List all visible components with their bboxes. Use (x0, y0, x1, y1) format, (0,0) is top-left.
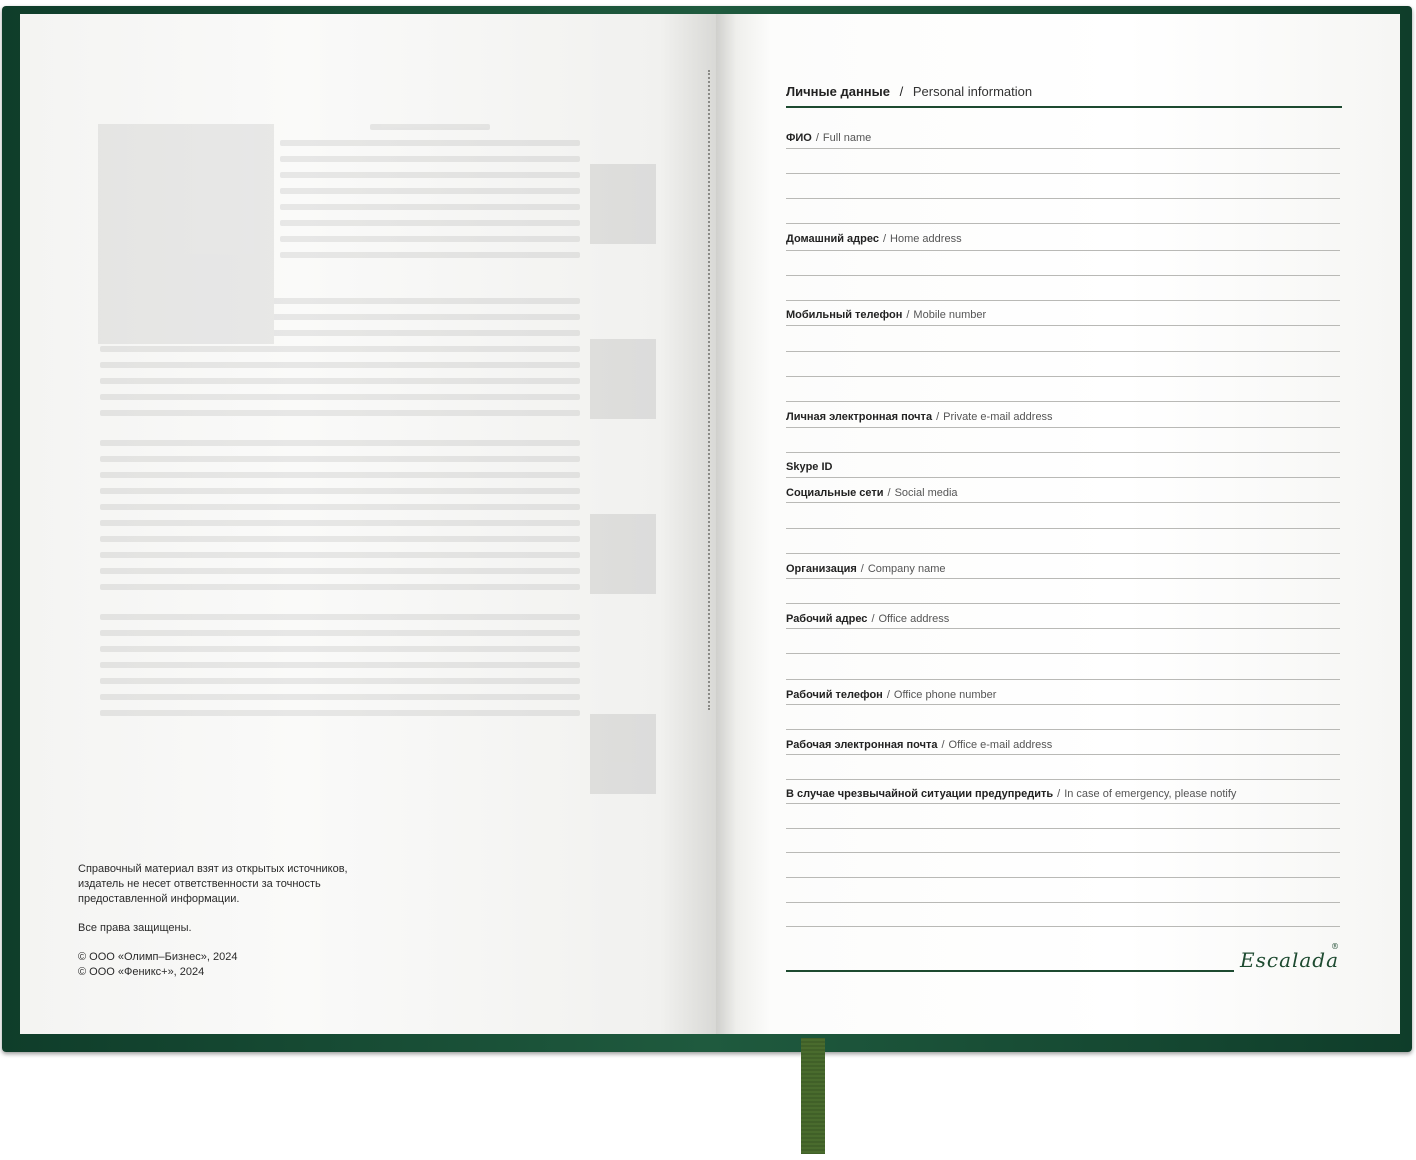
mobile-number-label-en: Mobile number (913, 309, 987, 321)
label-separator: / (1057, 788, 1061, 800)
emergency-contact-label (786, 788, 1236, 800)
emergency-contact-label-ru: В случае чрезвычайной ситуации предупредить (786, 788, 1054, 800)
office-email-label-en: Office e-mail address (948, 739, 1053, 751)
label-separator: / (941, 739, 945, 751)
header-title-en: Personal information (912, 84, 1033, 99)
writing-line[interactable] (786, 628, 1340, 629)
skype-id-label-ru: Skype ID (786, 461, 833, 473)
writing-line[interactable] (786, 553, 1340, 554)
disclaimer-line: предоставленной информации. (78, 893, 240, 905)
bookmark-ribbon (801, 1038, 825, 1154)
writing-line[interactable] (786, 173, 1340, 174)
office-address-label-ru: Рабочий адрес (786, 613, 868, 625)
personal-info-header (786, 84, 1342, 108)
writing-line[interactable] (786, 376, 1340, 377)
mobile-number-label (786, 309, 986, 321)
escalada-logo (1240, 942, 1340, 978)
copyright-line: © ООО «Олимп–Бизнес», 2024 (78, 951, 238, 963)
label-separator: / (887, 487, 891, 499)
label-separator: / (860, 563, 864, 575)
full-name-label-ru: ФИО (786, 132, 812, 144)
writing-line[interactable] (786, 828, 1340, 829)
writing-line[interactable] (786, 578, 1340, 579)
full-name-label-en: Full name (822, 132, 872, 144)
office-phone-label-ru: Рабочий телефон (786, 689, 883, 701)
writing-line[interactable] (786, 704, 1340, 705)
writing-line[interactable] (786, 603, 1340, 604)
private-email-label (786, 411, 1053, 423)
label-separator: / (882, 233, 887, 245)
home-address-label-ru: Домашний адрес (786, 233, 879, 245)
full-name-label (786, 132, 871, 144)
writing-line[interactable] (786, 427, 1340, 428)
writing-line[interactable] (786, 250, 1340, 251)
company-name-label (786, 563, 945, 575)
label-separator: / (886, 689, 890, 701)
writing-line[interactable] (786, 779, 1340, 780)
logo-registered-mark: ® (1331, 942, 1340, 951)
copyright-line: © ООО «Феникс+», 2024 (78, 966, 205, 978)
home-address-label (786, 233, 962, 245)
writing-line[interactable] (786, 223, 1340, 224)
writing-line[interactable] (786, 325, 1340, 326)
writing-line[interactable] (786, 653, 1340, 654)
social-media-label-en: Social media (894, 487, 958, 499)
office-address-label (786, 613, 949, 625)
writing-line[interactable] (786, 528, 1340, 529)
label-separator: / (906, 309, 910, 321)
company-name-label-en: Company name (867, 563, 946, 575)
writing-line[interactable] (786, 300, 1340, 301)
writing-line[interactable] (786, 401, 1340, 402)
office-email-label (786, 739, 1052, 751)
label-separator: / (871, 613, 875, 625)
spine-stitching (708, 70, 714, 710)
mobile-number-label-ru: Мобильный телефон (786, 309, 903, 321)
rights-notice: Все права защищены. (78, 922, 192, 934)
label-separator: / (815, 132, 819, 144)
disclaimer-line: издатель не несет ответственности за точность (78, 878, 321, 890)
logo-text: Escalada (1240, 948, 1340, 972)
writing-line[interactable] (786, 803, 1340, 804)
disclaimer-line: Справочный материал взят из открытых источников, (78, 863, 348, 875)
writing-line[interactable] (786, 452, 1340, 453)
writing-line[interactable] (786, 148, 1340, 149)
writing-line[interactable] (786, 477, 1340, 478)
writing-line[interactable] (786, 679, 1340, 680)
writing-line[interactable] (786, 502, 1340, 503)
label-separator: / (936, 411, 940, 423)
header-title-ru: Личные данные (786, 84, 890, 99)
writing-line[interactable] (786, 198, 1340, 199)
writing-line[interactable] (786, 852, 1340, 853)
company-name-label-ru: Организация (786, 563, 857, 575)
writing-line[interactable] (786, 729, 1340, 730)
header-separator: / (899, 84, 904, 99)
emergency-contact-label-en: In case of emergency, please notify (1064, 788, 1237, 800)
skype-id-label (786, 461, 832, 473)
private-email-label-ru: Личная электронная почта (786, 411, 933, 423)
writing-line[interactable] (786, 275, 1340, 276)
right-page (716, 14, 1400, 1034)
office-phone-label (786, 689, 996, 701)
writing-line[interactable] (786, 877, 1340, 878)
writing-line[interactable] (786, 926, 1340, 927)
social-media-label-ru: Социальные сети (786, 487, 884, 499)
office-address-label-en: Office address (878, 613, 950, 625)
social-media-label (786, 487, 958, 499)
bottom-rule (786, 970, 1234, 972)
writing-line[interactable] (786, 754, 1340, 755)
office-phone-label-en: Office phone number (893, 689, 997, 701)
private-email-label-en: Private e-mail address (943, 411, 1053, 423)
publisher-info (78, 862, 398, 980)
office-email-label-ru: Рабочая электронная почта (786, 739, 938, 751)
writing-line[interactable] (786, 351, 1340, 352)
writing-line[interactable] (786, 902, 1340, 903)
show-through-text (80, 114, 680, 874)
home-address-label-en: Home address (890, 233, 962, 245)
